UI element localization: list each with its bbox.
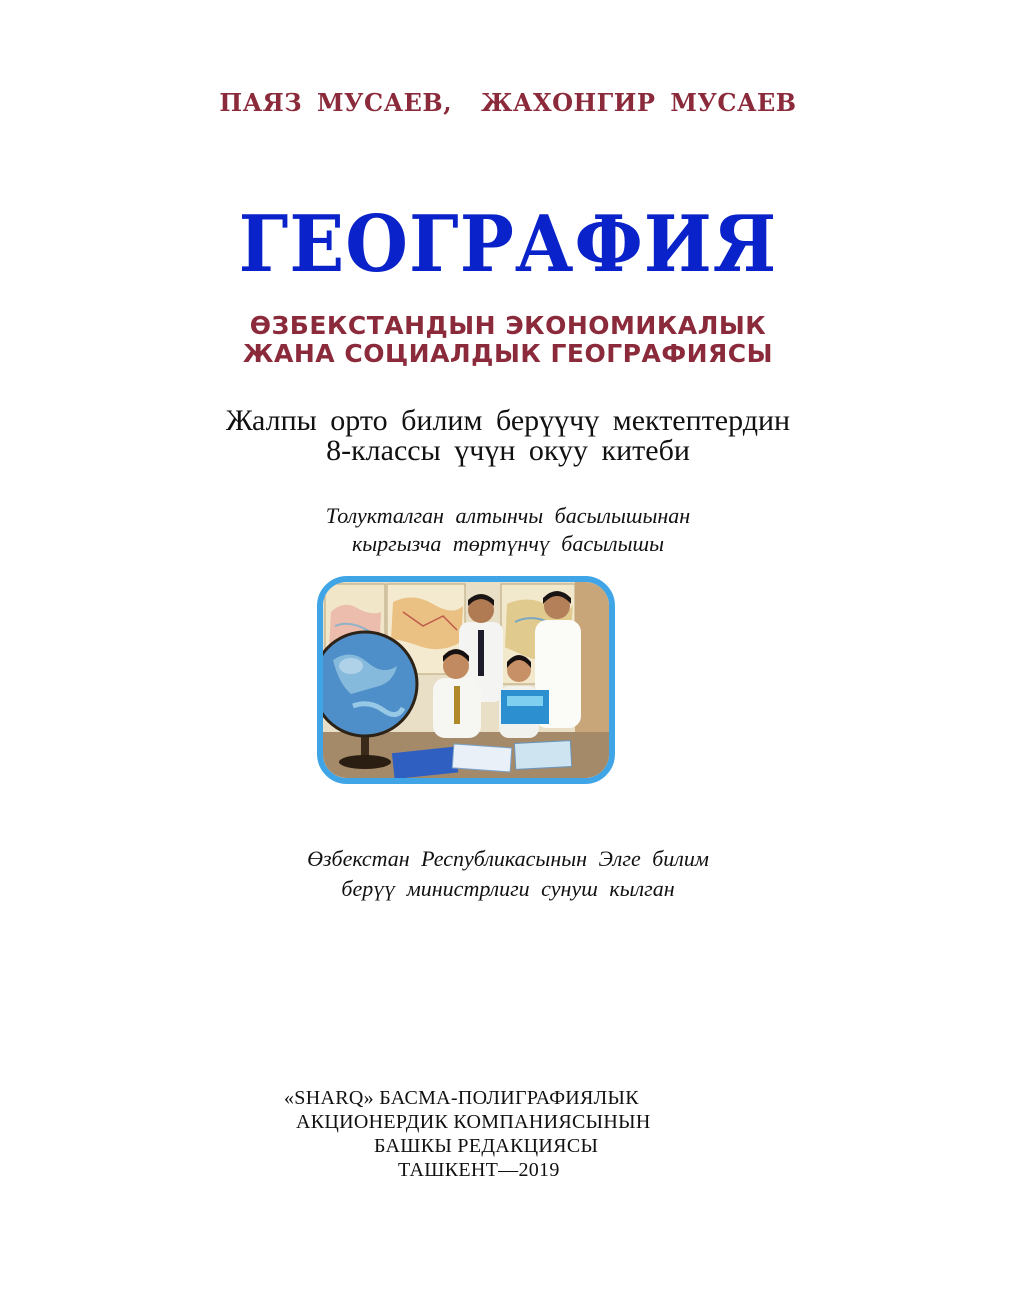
purpose-line-1: Жалпы орто билим берүүчү мектептердин xyxy=(225,404,791,437)
approval-note xyxy=(0,844,1016,904)
publisher-line-2: АКЦИОНЕРДИК КОМПАНИЯСЫНЫН xyxy=(296,1111,651,1133)
edition-line-1: Толукталган алтынчы басылышынан xyxy=(325,503,691,528)
author-2: ЖАХОНГИР МУСАЕВ xyxy=(480,88,797,117)
edition-line-2: кыргызча төртүнчү басылышы xyxy=(351,531,665,556)
subtitle-line-1: ӨЗБЕКСТАНДЫН ЭКОНОМИКАЛЫК xyxy=(249,311,767,340)
students-with-globe-photo xyxy=(323,582,609,778)
author-1: ПАЯЗ МУСАЕВ, xyxy=(219,88,453,117)
subtitle-line-2: ЖАНА СОЦИАЛДЫК ГЕОГРАФИЯСЫ xyxy=(242,339,774,368)
book-subtitle xyxy=(0,312,1016,368)
approval-line-1: Өзбекстан Республикасынын Элге билим xyxy=(307,846,709,871)
publisher-line-1: «SHARQ» БАСМА-ПОЛИГРАФИЯЛЫК xyxy=(284,1087,639,1109)
publisher-line-3: БАШКЫ РЕДАКЦИЯСЫ xyxy=(374,1135,599,1157)
book-purpose xyxy=(0,406,1016,466)
approval-line-2: берүү министрлиги сунуш кылган xyxy=(341,876,675,901)
purpose-line-2: 8-классы үчүн окуу китеби xyxy=(326,434,690,467)
publisher-line-4: ТАШКЕНТ—2019 xyxy=(398,1159,560,1181)
authors xyxy=(0,88,1016,117)
edition-note xyxy=(0,502,1016,558)
cover-photo xyxy=(317,576,615,784)
book-title: ГЕОГРАФИЯ xyxy=(238,197,778,290)
publisher-block xyxy=(0,1086,1016,1182)
